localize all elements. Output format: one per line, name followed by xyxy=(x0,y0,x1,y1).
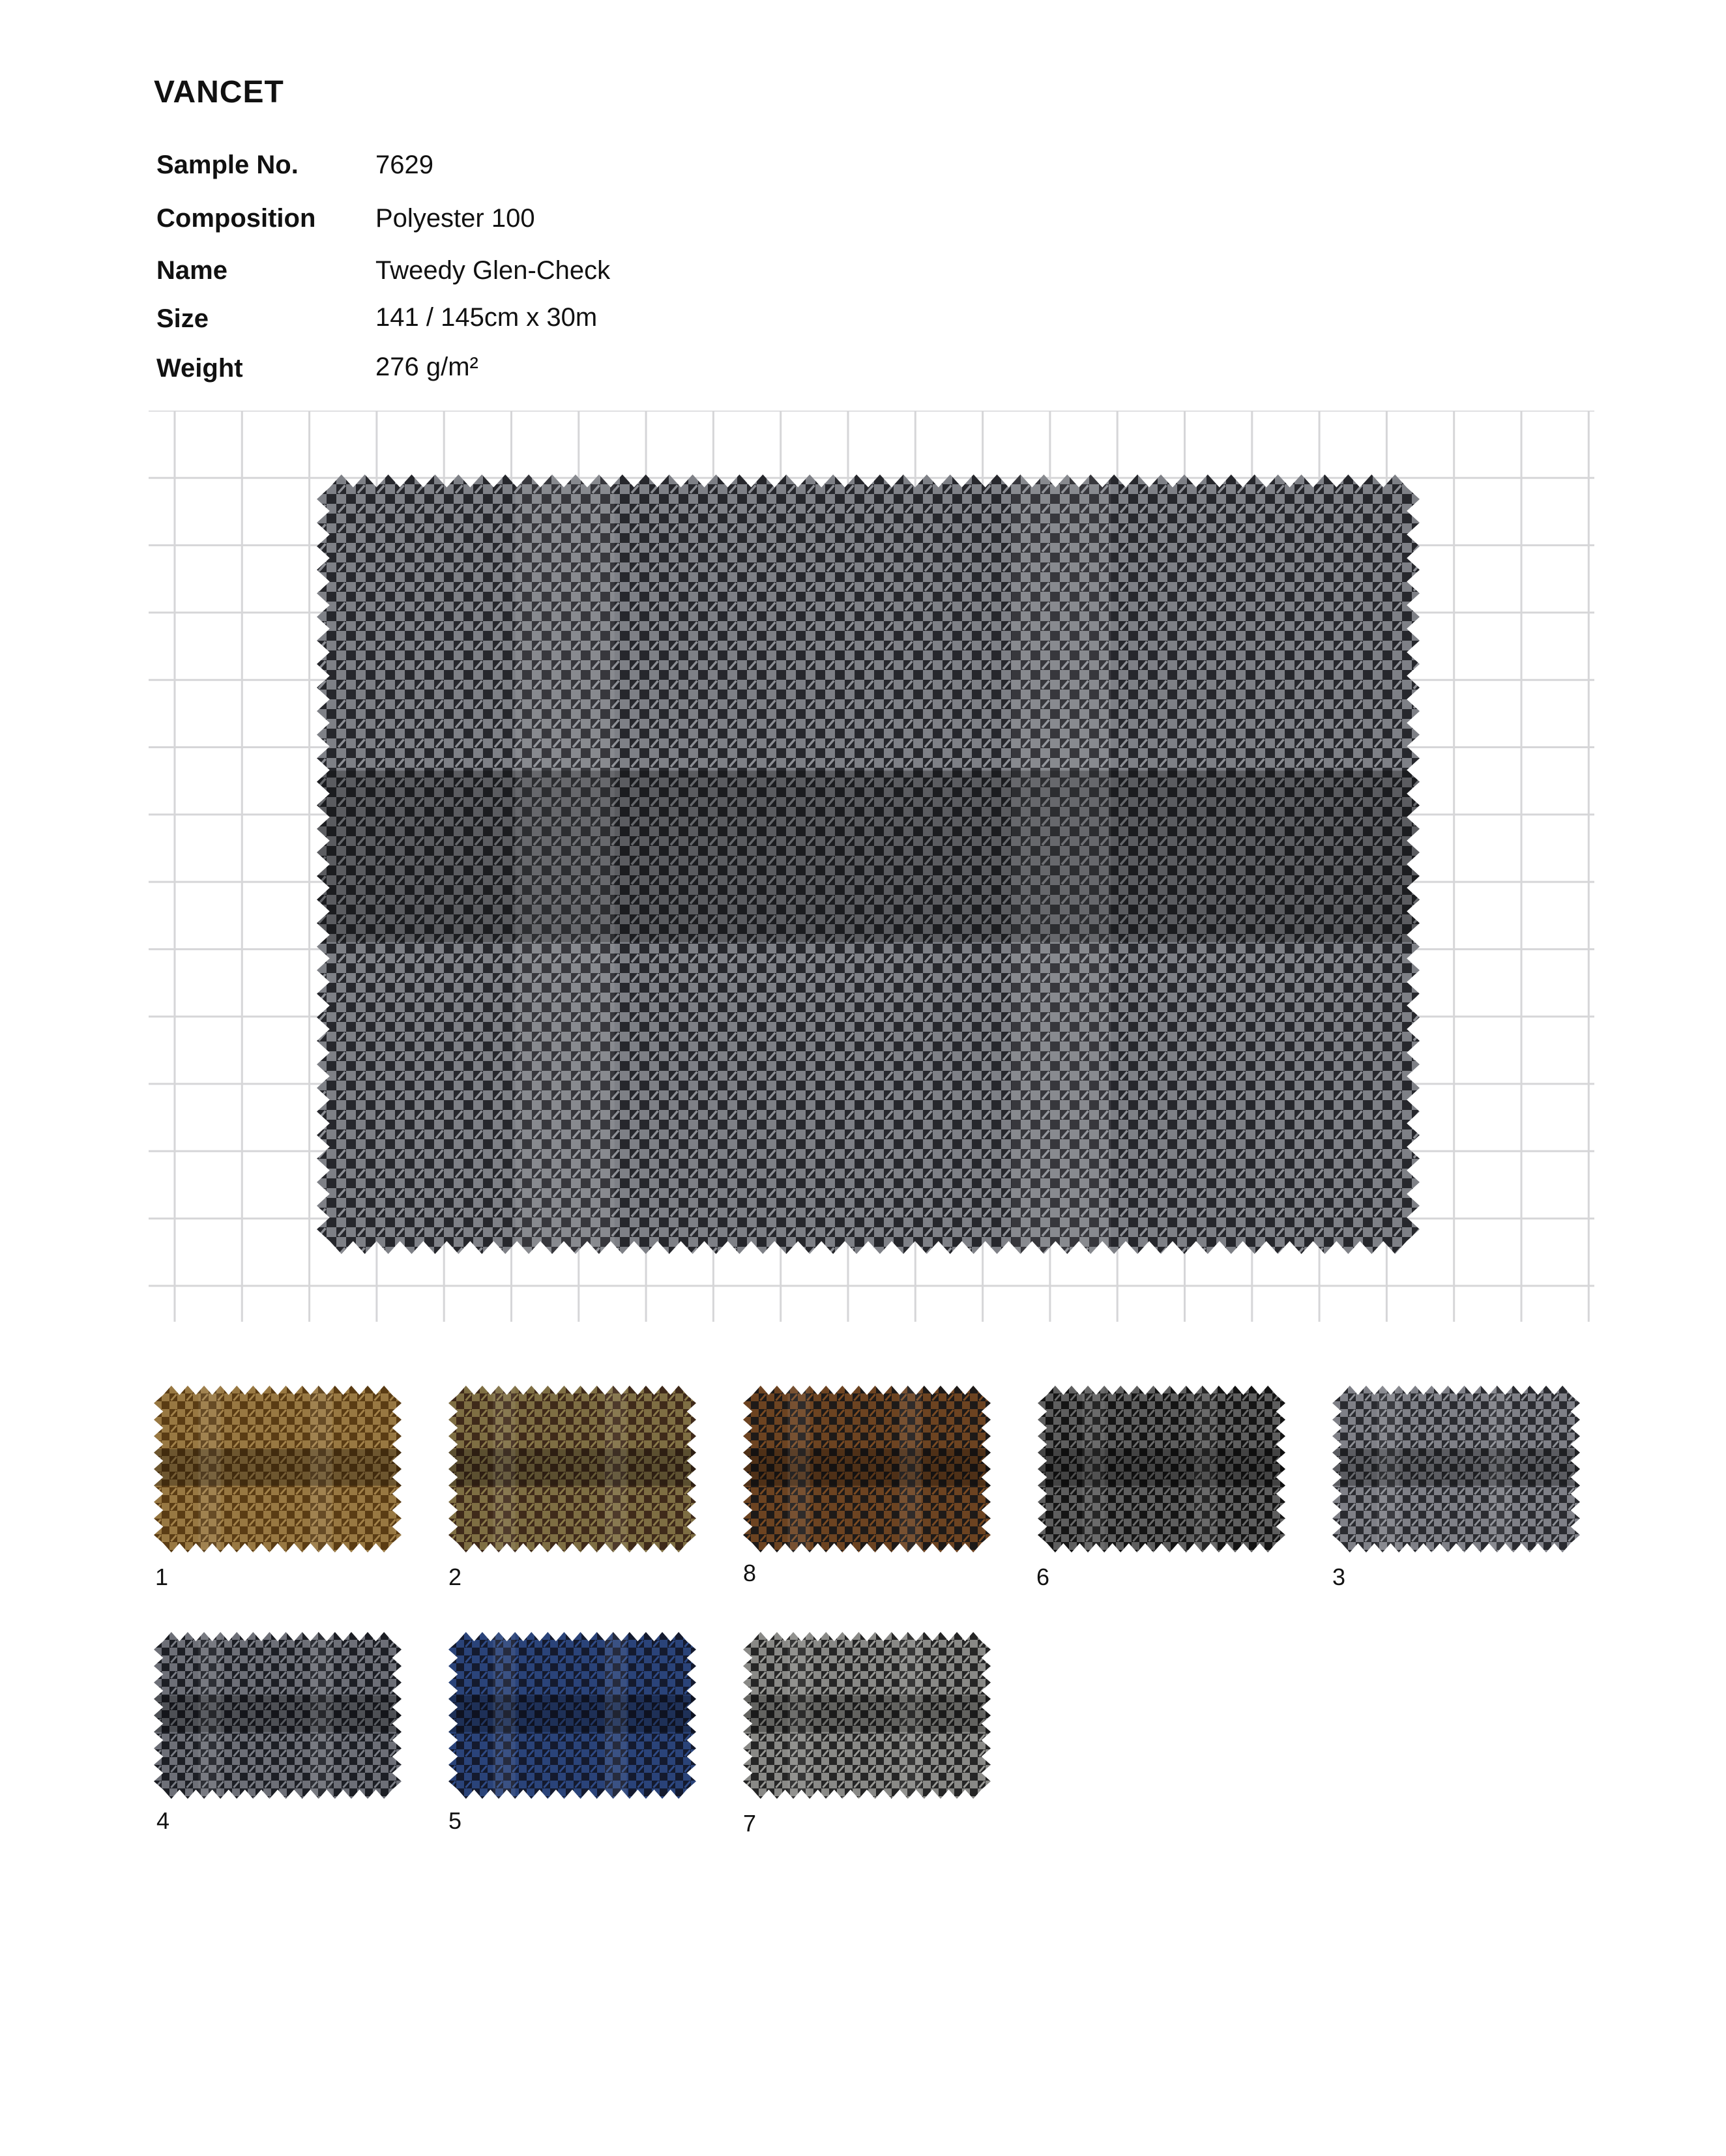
check-band xyxy=(493,1386,515,1552)
check-band xyxy=(448,1695,696,1732)
sample-no-value: 7629 xyxy=(375,151,433,179)
size-value: 141 / 145cm x 30m xyxy=(375,303,598,332)
check-band xyxy=(787,1632,810,1799)
check-band xyxy=(310,1386,332,1552)
check-band xyxy=(154,1695,402,1732)
check-band xyxy=(743,1449,991,1485)
name-label: Name xyxy=(156,256,227,285)
check-band xyxy=(1332,1449,1580,1485)
composition-value: Polyester 100 xyxy=(375,204,535,233)
check-band xyxy=(899,1632,921,1799)
check-band xyxy=(604,1632,626,1799)
check-band xyxy=(1488,1386,1510,1552)
check-band xyxy=(743,1695,991,1732)
variant-label: 4 xyxy=(156,1807,170,1834)
check-band xyxy=(1082,1386,1104,1552)
check-band xyxy=(198,1632,220,1799)
check-band xyxy=(1038,1449,1285,1485)
weight-value: 276 g/m² xyxy=(375,353,478,381)
check-band xyxy=(198,1386,220,1552)
variant-label: 2 xyxy=(448,1564,462,1590)
check-band xyxy=(448,1449,696,1485)
check-band xyxy=(899,1386,921,1552)
size-label: Size xyxy=(156,304,209,333)
sample-no-label: Sample No. xyxy=(156,151,299,179)
brand-title: VANCET xyxy=(154,75,284,109)
variant-label: 7 xyxy=(743,1810,757,1837)
variant-label: 6 xyxy=(1036,1564,1050,1590)
check-band xyxy=(493,1632,515,1799)
variant-swatch[interactable] xyxy=(154,1386,402,1552)
main-fabric-swatch[interactable] xyxy=(317,474,1420,1254)
check-band xyxy=(604,1386,626,1552)
variant-swatch[interactable] xyxy=(154,1632,402,1799)
check-band xyxy=(1377,1386,1399,1552)
name-value: Tweedy Glen-Check xyxy=(375,256,611,285)
check-band xyxy=(310,1632,332,1799)
variant-label: 1 xyxy=(155,1564,169,1590)
variant-swatch[interactable] xyxy=(1038,1386,1285,1552)
composition-label: Composition xyxy=(156,204,316,233)
check-band xyxy=(154,1449,402,1485)
variant-swatch[interactable] xyxy=(448,1632,696,1799)
check-band xyxy=(787,1386,810,1552)
variant-swatch[interactable] xyxy=(743,1386,991,1552)
variant-swatch[interactable] xyxy=(1332,1386,1580,1552)
check-band xyxy=(1012,474,1111,1254)
variant-swatch[interactable] xyxy=(743,1632,991,1799)
variant-label: 3 xyxy=(1332,1564,1346,1590)
check-band xyxy=(1193,1386,1216,1552)
variant-swatch[interactable] xyxy=(448,1386,696,1552)
variant-label: 5 xyxy=(448,1807,462,1834)
weight-label: Weight xyxy=(156,354,243,383)
check-band xyxy=(317,770,1420,942)
check-band xyxy=(516,474,615,1254)
variant-label: 8 xyxy=(743,1560,757,1586)
